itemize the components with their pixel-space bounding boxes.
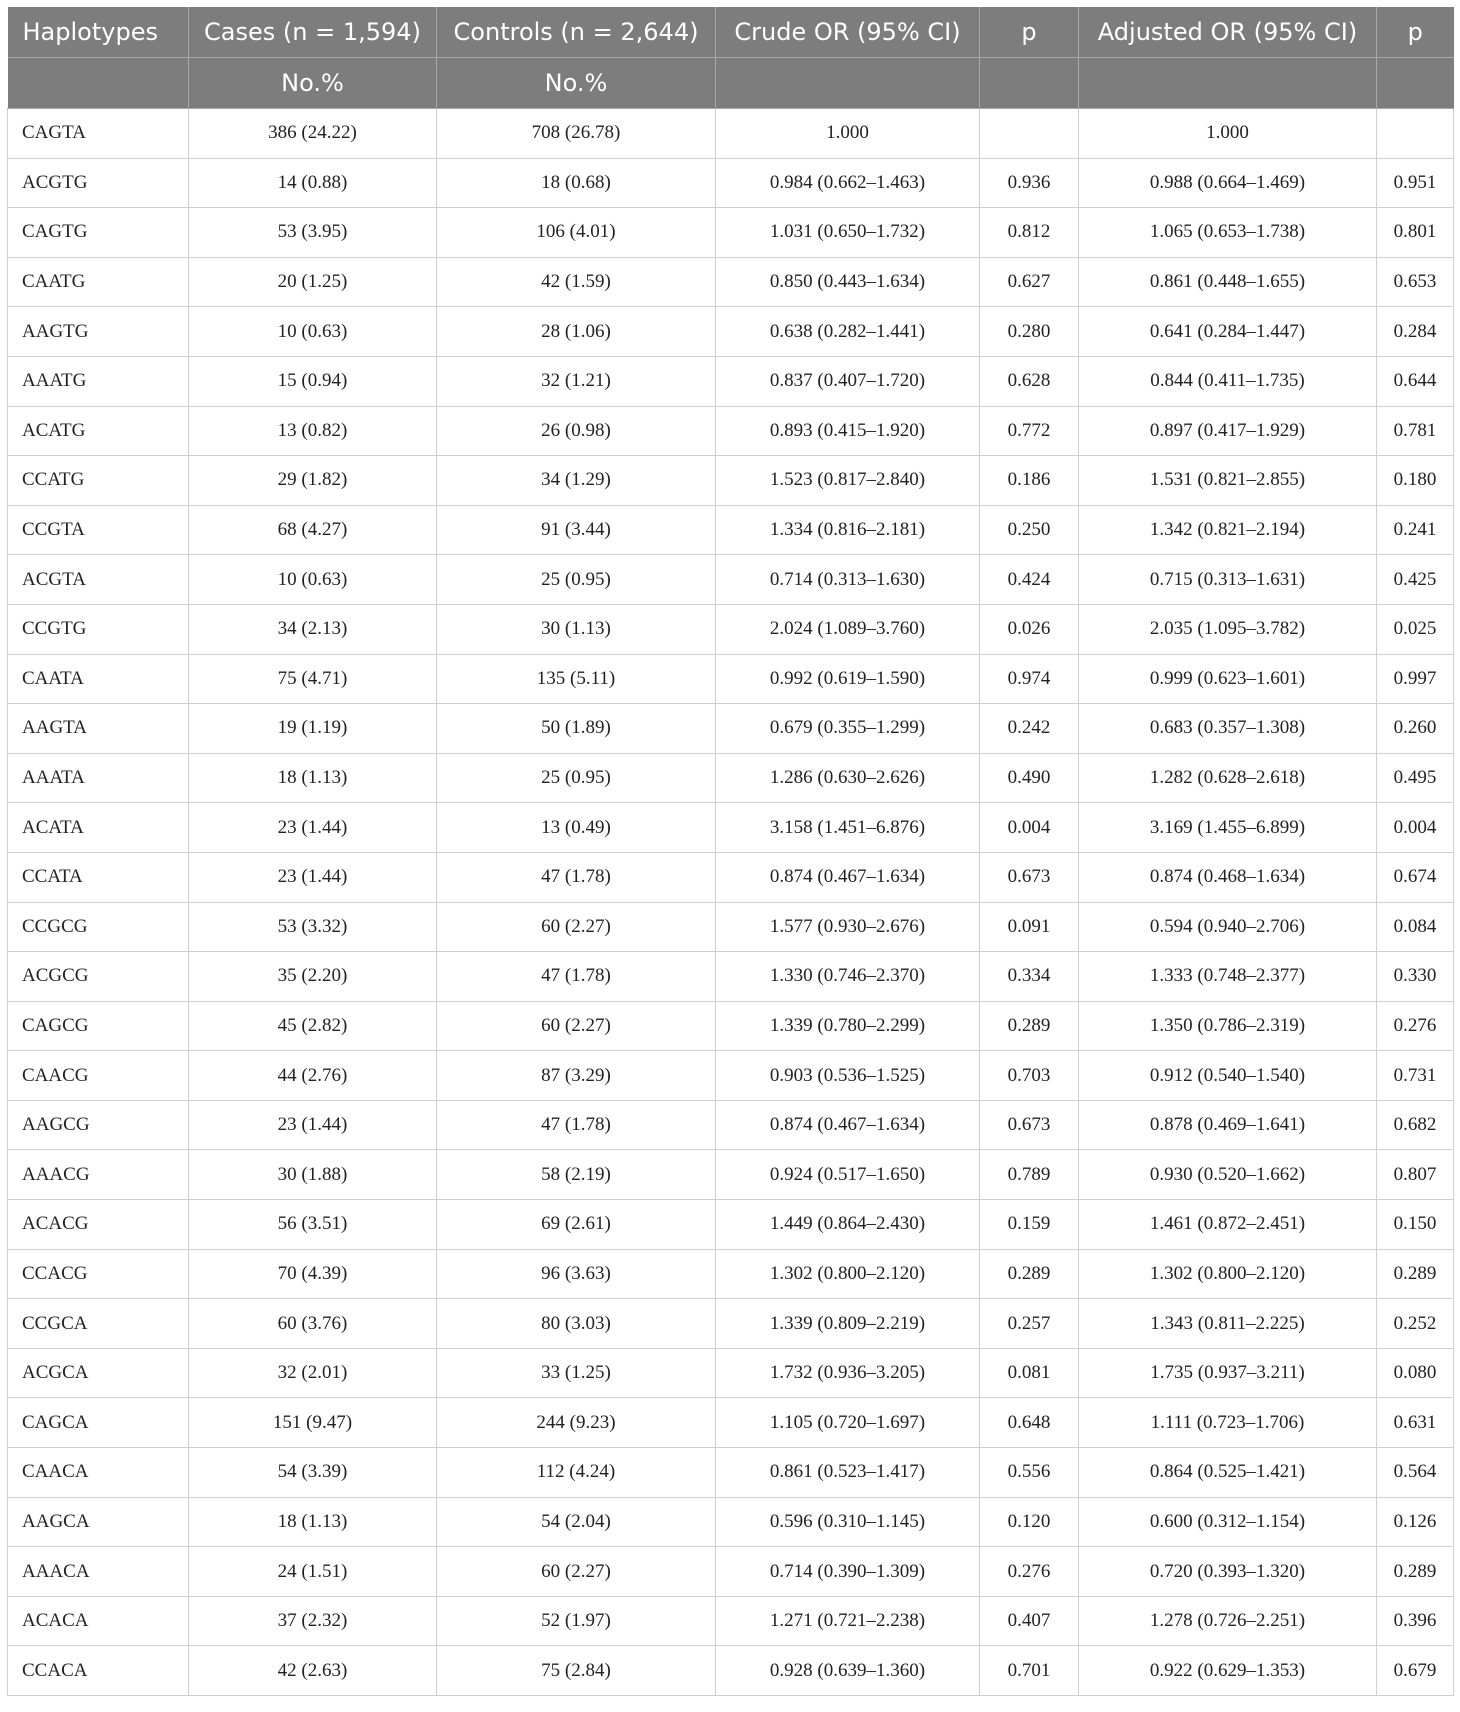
cell-crude-or: 0.714 (0.313–1.630) xyxy=(716,555,980,605)
cell-cases: 34 (2.13) xyxy=(189,604,437,654)
cell-crude-p xyxy=(980,109,1079,159)
cell-adjusted-or: 0.922 (0.629–1.353) xyxy=(1079,1646,1377,1696)
cell-adjusted-p: 0.631 xyxy=(1377,1398,1454,1448)
table-row xyxy=(8,1348,1454,1398)
cell-adjusted-p: 0.276 xyxy=(1377,1001,1454,1051)
cell-crude-or: 1.334 (0.816–2.181) xyxy=(716,505,980,555)
cell-crude-p: 0.120 xyxy=(980,1497,1079,1547)
cell-cases: 75 (4.71) xyxy=(189,654,437,704)
cell-controls: 54 (2.04) xyxy=(437,1497,716,1547)
cell-crude-or: 0.928 (0.639–1.360) xyxy=(716,1646,980,1696)
header-controls: Controls (n = 2,644) xyxy=(437,7,716,58)
table-row xyxy=(8,1001,1454,1051)
cell-crude-p: 0.772 xyxy=(980,406,1079,456)
cell-cases: 23 (1.44) xyxy=(189,1100,437,1150)
subheader-crude-p xyxy=(980,58,1079,109)
cell-cases: 19 (1.19) xyxy=(189,704,437,754)
table-row xyxy=(8,406,1454,456)
cell-haplotype: AAGTA xyxy=(8,704,189,754)
cell-adjusted-p: 0.682 xyxy=(1377,1100,1454,1150)
cell-cases: 37 (2.32) xyxy=(189,1596,437,1646)
cell-cases: 10 (0.63) xyxy=(189,307,437,357)
table-row xyxy=(8,307,1454,357)
cell-crude-or: 1.000 xyxy=(716,109,980,159)
cell-crude-or: 0.714 (0.390–1.309) xyxy=(716,1547,980,1597)
table-row xyxy=(8,1200,1454,1250)
cell-controls: 60 (2.27) xyxy=(437,1547,716,1597)
cell-cases: 56 (3.51) xyxy=(189,1200,437,1250)
cell-cases: 30 (1.88) xyxy=(189,1150,437,1200)
cell-controls: 60 (2.27) xyxy=(437,902,716,952)
cell-controls: 106 (4.01) xyxy=(437,208,716,258)
cell-controls: 58 (2.19) xyxy=(437,1150,716,1200)
cell-adjusted-or: 0.988 (0.664–1.469) xyxy=(1079,158,1377,208)
cell-cases: 10 (0.63) xyxy=(189,555,437,605)
cell-adjusted-or: 0.720 (0.393–1.320) xyxy=(1079,1547,1377,1597)
table-row xyxy=(8,109,1454,159)
cell-controls: 80 (3.03) xyxy=(437,1299,716,1349)
header-row-2 xyxy=(8,58,1454,109)
cell-adjusted-p: 0.241 xyxy=(1377,505,1454,555)
cell-adjusted-or: 1.302 (0.800–2.120) xyxy=(1079,1249,1377,1299)
cell-crude-p: 0.004 xyxy=(980,803,1079,853)
cell-cases: 53 (3.95) xyxy=(189,208,437,258)
cell-haplotype: CAACG xyxy=(8,1051,189,1101)
cell-cases: 45 (2.82) xyxy=(189,1001,437,1051)
cell-adjusted-p: 0.653 xyxy=(1377,257,1454,307)
cell-crude-or: 1.523 (0.817–2.840) xyxy=(716,456,980,506)
header-haplotypes: Haplotypes xyxy=(8,7,189,58)
cell-adjusted-or: 1.278 (0.726–2.251) xyxy=(1079,1596,1377,1646)
cell-adjusted-or: 0.600 (0.312–1.154) xyxy=(1079,1497,1377,1547)
subheader-haplotypes xyxy=(8,58,189,109)
cell-haplotype: ACATG xyxy=(8,406,189,456)
table-row xyxy=(8,1398,1454,1448)
haplotype-table-container xyxy=(7,7,1453,1696)
cell-crude-p: 0.424 xyxy=(980,555,1079,605)
cell-cases: 44 (2.76) xyxy=(189,1051,437,1101)
cell-haplotype: AAGCA xyxy=(8,1497,189,1547)
cell-adjusted-or: 0.844 (0.411–1.735) xyxy=(1079,356,1377,406)
cell-cases: 151 (9.47) xyxy=(189,1398,437,1448)
table-row xyxy=(8,852,1454,902)
header-adjusted-p: p xyxy=(1377,7,1454,58)
cell-haplotype: CAATA xyxy=(8,654,189,704)
cell-adjusted-or: 1.282 (0.628–2.618) xyxy=(1079,753,1377,803)
table-body xyxy=(8,109,1454,1696)
cell-crude-p: 0.789 xyxy=(980,1150,1079,1200)
cell-controls: 91 (3.44) xyxy=(437,505,716,555)
cell-adjusted-or: 0.861 (0.448–1.655) xyxy=(1079,257,1377,307)
cell-controls: 18 (0.68) xyxy=(437,158,716,208)
cell-cases: 70 (4.39) xyxy=(189,1249,437,1299)
cell-adjusted-or: 0.715 (0.313–1.631) xyxy=(1079,555,1377,605)
cell-crude-p: 0.091 xyxy=(980,902,1079,952)
cell-adjusted-or: 3.169 (1.455–6.899) xyxy=(1079,803,1377,853)
cell-adjusted-or: 0.912 (0.540–1.540) xyxy=(1079,1051,1377,1101)
cell-adjusted-p: 0.289 xyxy=(1377,1547,1454,1597)
cell-adjusted-or: 2.035 (1.095–3.782) xyxy=(1079,604,1377,654)
cell-adjusted-or: 0.999 (0.623–1.601) xyxy=(1079,654,1377,704)
cell-adjusted-or: 1.735 (0.937–3.211) xyxy=(1079,1348,1377,1398)
cell-controls: 26 (0.98) xyxy=(437,406,716,456)
cell-haplotype: AAGTG xyxy=(8,307,189,357)
table-row xyxy=(8,1547,1454,1597)
cell-haplotype: CCGCG xyxy=(8,902,189,952)
cell-crude-or: 0.638 (0.282–1.441) xyxy=(716,307,980,357)
cell-crude-p: 0.627 xyxy=(980,257,1079,307)
cell-haplotype: CCACG xyxy=(8,1249,189,1299)
header-adjusted-or: Adjusted OR (95% CI) xyxy=(1079,7,1377,58)
table-header xyxy=(8,7,1454,109)
cell-cases: 14 (0.88) xyxy=(189,158,437,208)
table-row xyxy=(8,604,1454,654)
table-row xyxy=(8,456,1454,506)
table-row xyxy=(8,1299,1454,1349)
cell-haplotype: ACGTG xyxy=(8,158,189,208)
cell-haplotype: ACATA xyxy=(8,803,189,853)
subheader-controls: No.% xyxy=(437,58,716,109)
cell-adjusted-or: 0.874 (0.468–1.634) xyxy=(1079,852,1377,902)
table-row xyxy=(8,356,1454,406)
table-row xyxy=(8,505,1454,555)
cell-crude-p: 0.974 xyxy=(980,654,1079,704)
cell-adjusted-p: 0.180 xyxy=(1377,456,1454,506)
cell-crude-p: 0.186 xyxy=(980,456,1079,506)
cell-cases: 18 (1.13) xyxy=(189,753,437,803)
cell-controls: 87 (3.29) xyxy=(437,1051,716,1101)
cell-adjusted-or: 1.461 (0.872–2.451) xyxy=(1079,1200,1377,1250)
cell-adjusted-p: 0.284 xyxy=(1377,307,1454,357)
cell-crude-or: 1.302 (0.800–2.120) xyxy=(716,1249,980,1299)
cell-crude-or: 0.837 (0.407–1.720) xyxy=(716,356,980,406)
cell-crude-p: 0.556 xyxy=(980,1448,1079,1498)
cell-adjusted-p: 0.425 xyxy=(1377,555,1454,605)
cell-adjusted-p: 0.126 xyxy=(1377,1497,1454,1547)
cell-crude-p: 0.407 xyxy=(980,1596,1079,1646)
cell-controls: 135 (5.11) xyxy=(437,654,716,704)
cell-cases: 23 (1.44) xyxy=(189,803,437,853)
cell-cases: 20 (1.25) xyxy=(189,257,437,307)
cell-adjusted-p: 0.951 xyxy=(1377,158,1454,208)
cell-crude-p: 0.334 xyxy=(980,952,1079,1002)
cell-haplotype: CCATA xyxy=(8,852,189,902)
cell-adjusted-p: 0.025 xyxy=(1377,604,1454,654)
cell-controls: 96 (3.63) xyxy=(437,1249,716,1299)
cell-crude-or: 1.330 (0.746–2.370) xyxy=(716,952,980,1002)
cell-cases: 32 (2.01) xyxy=(189,1348,437,1398)
cell-crude-p: 0.701 xyxy=(980,1646,1079,1696)
cell-crude-p: 0.242 xyxy=(980,704,1079,754)
cell-crude-or: 1.271 (0.721–2.238) xyxy=(716,1596,980,1646)
table-row xyxy=(8,158,1454,208)
cell-haplotype: ACGTA xyxy=(8,555,189,605)
cell-crude-or: 0.903 (0.536–1.525) xyxy=(716,1051,980,1101)
cell-cases: 15 (0.94) xyxy=(189,356,437,406)
cell-adjusted-or: 1.111 (0.723–1.706) xyxy=(1079,1398,1377,1448)
cell-adjusted-p: 0.807 xyxy=(1377,1150,1454,1200)
cell-adjusted-p: 0.396 xyxy=(1377,1596,1454,1646)
subheader-cases: No.% xyxy=(189,58,437,109)
cell-crude-or: 1.031 (0.650–1.732) xyxy=(716,208,980,258)
haplotype-table xyxy=(7,7,1454,1696)
cell-crude-p: 0.703 xyxy=(980,1051,1079,1101)
cell-crude-or: 0.679 (0.355–1.299) xyxy=(716,704,980,754)
cell-adjusted-p: 0.289 xyxy=(1377,1249,1454,1299)
table-row xyxy=(8,753,1454,803)
table-row xyxy=(8,654,1454,704)
cell-haplotype: AAGCG xyxy=(8,1100,189,1150)
header-row-1 xyxy=(8,7,1454,58)
cell-adjusted-p: 0.564 xyxy=(1377,1448,1454,1498)
cell-adjusted-or: 0.930 (0.520–1.662) xyxy=(1079,1150,1377,1200)
cell-cases: 42 (2.63) xyxy=(189,1646,437,1696)
cell-controls: 244 (9.23) xyxy=(437,1398,716,1448)
table-row xyxy=(8,1100,1454,1150)
table-row xyxy=(8,704,1454,754)
header-crude-or: Crude OR (95% CI) xyxy=(716,7,980,58)
cell-crude-p: 0.159 xyxy=(980,1200,1079,1250)
cell-adjusted-p: 0.252 xyxy=(1377,1299,1454,1349)
cell-crude-p: 0.673 xyxy=(980,852,1079,902)
cell-crude-or: 1.286 (0.630–2.626) xyxy=(716,753,980,803)
cell-crude-or: 0.874 (0.467–1.634) xyxy=(716,1100,980,1150)
cell-crude-or: 1.339 (0.780–2.299) xyxy=(716,1001,980,1051)
cell-adjusted-p: 0.330 xyxy=(1377,952,1454,1002)
cell-adjusted-or: 1.342 (0.821–2.194) xyxy=(1079,505,1377,555)
cell-cases: 24 (1.51) xyxy=(189,1547,437,1597)
cell-controls: 52 (1.97) xyxy=(437,1596,716,1646)
cell-adjusted-or: 1.531 (0.821–2.855) xyxy=(1079,456,1377,506)
cell-crude-p: 0.257 xyxy=(980,1299,1079,1349)
table-row xyxy=(8,1150,1454,1200)
cell-crude-p: 0.026 xyxy=(980,604,1079,654)
header-cases: Cases (n = 1,594) xyxy=(189,7,437,58)
cell-controls: 47 (1.78) xyxy=(437,852,716,902)
cell-cases: 386 (24.22) xyxy=(189,109,437,159)
cell-haplotype: CAATG xyxy=(8,257,189,307)
cell-crude-or: 1.449 (0.864–2.430) xyxy=(716,1200,980,1250)
cell-adjusted-p: 0.080 xyxy=(1377,1348,1454,1398)
cell-haplotype: AAATG xyxy=(8,356,189,406)
cell-adjusted-p: 0.731 xyxy=(1377,1051,1454,1101)
cell-controls: 25 (0.95) xyxy=(437,555,716,605)
cell-crude-p: 0.936 xyxy=(980,158,1079,208)
cell-controls: 30 (1.13) xyxy=(437,604,716,654)
table-row xyxy=(8,803,1454,853)
cell-crude-p: 0.812 xyxy=(980,208,1079,258)
cell-haplotype: CAGCA xyxy=(8,1398,189,1448)
cell-adjusted-p: 0.781 xyxy=(1377,406,1454,456)
cell-crude-or: 1.339 (0.809–2.219) xyxy=(716,1299,980,1349)
cell-adjusted-p: 0.674 xyxy=(1377,852,1454,902)
cell-crude-or: 1.577 (0.930–2.676) xyxy=(716,902,980,952)
cell-cases: 23 (1.44) xyxy=(189,852,437,902)
table-row xyxy=(8,1497,1454,1547)
cell-crude-or: 0.850 (0.443–1.634) xyxy=(716,257,980,307)
cell-haplotype: CCACA xyxy=(8,1646,189,1696)
cell-crude-or: 0.874 (0.467–1.634) xyxy=(716,852,980,902)
cell-adjusted-p: 0.260 xyxy=(1377,704,1454,754)
table-row xyxy=(8,1596,1454,1646)
cell-crude-p: 0.280 xyxy=(980,307,1079,357)
subheader-crude-or xyxy=(716,58,980,109)
cell-haplotype: CAGCG xyxy=(8,1001,189,1051)
cell-cases: 60 (3.76) xyxy=(189,1299,437,1349)
table-row xyxy=(8,902,1454,952)
cell-haplotype: ACGCA xyxy=(8,1348,189,1398)
table-row xyxy=(8,1051,1454,1101)
cell-haplotype: AAACG xyxy=(8,1150,189,1200)
cell-controls: 60 (2.27) xyxy=(437,1001,716,1051)
cell-controls: 34 (1.29) xyxy=(437,456,716,506)
cell-haplotype: CCGTG xyxy=(8,604,189,654)
subheader-adjusted-p xyxy=(1377,58,1454,109)
cell-adjusted-p: 0.495 xyxy=(1377,753,1454,803)
cell-haplotype: ACACG xyxy=(8,1200,189,1250)
cell-controls: 47 (1.78) xyxy=(437,1100,716,1150)
cell-crude-or: 0.596 (0.310–1.145) xyxy=(716,1497,980,1547)
cell-adjusted-p: 0.004 xyxy=(1377,803,1454,853)
cell-adjusted-p xyxy=(1377,109,1454,159)
cell-cases: 13 (0.82) xyxy=(189,406,437,456)
cell-adjusted-or: 1.065 (0.653–1.738) xyxy=(1079,208,1377,258)
cell-haplotype: CAGTG xyxy=(8,208,189,258)
cell-haplotype: ACACA xyxy=(8,1596,189,1646)
cell-adjusted-p: 0.150 xyxy=(1377,1200,1454,1250)
cell-adjusted-or: 0.864 (0.525–1.421) xyxy=(1079,1448,1377,1498)
cell-adjusted-or: 1.343 (0.811–2.225) xyxy=(1079,1299,1377,1349)
cell-adjusted-or: 0.594 (0.940–2.706) xyxy=(1079,902,1377,952)
cell-haplotype: AAACA xyxy=(8,1547,189,1597)
table-row xyxy=(8,208,1454,258)
cell-crude-p: 0.289 xyxy=(980,1001,1079,1051)
cell-crude-or: 0.861 (0.523–1.417) xyxy=(716,1448,980,1498)
cell-crude-or: 2.024 (1.089–3.760) xyxy=(716,604,980,654)
cell-cases: 29 (1.82) xyxy=(189,456,437,506)
cell-cases: 68 (4.27) xyxy=(189,505,437,555)
cell-crude-or: 0.893 (0.415–1.920) xyxy=(716,406,980,456)
cell-controls: 69 (2.61) xyxy=(437,1200,716,1250)
cell-crude-or: 3.158 (1.451–6.876) xyxy=(716,803,980,853)
table-row xyxy=(8,952,1454,1002)
cell-adjusted-or: 1.333 (0.748–2.377) xyxy=(1079,952,1377,1002)
cell-crude-p: 0.490 xyxy=(980,753,1079,803)
cell-cases: 18 (1.13) xyxy=(189,1497,437,1547)
cell-haplotype: CAGTA xyxy=(8,109,189,159)
cell-crude-or: 0.992 (0.619–1.590) xyxy=(716,654,980,704)
cell-cases: 35 (2.20) xyxy=(189,952,437,1002)
cell-crude-p: 0.289 xyxy=(980,1249,1079,1299)
cell-haplotype: ACGCG xyxy=(8,952,189,1002)
cell-controls: 50 (1.89) xyxy=(437,704,716,754)
cell-crude-or: 1.105 (0.720–1.697) xyxy=(716,1398,980,1448)
cell-controls: 25 (0.95) xyxy=(437,753,716,803)
cell-controls: 75 (2.84) xyxy=(437,1646,716,1696)
cell-controls: 42 (1.59) xyxy=(437,257,716,307)
cell-cases: 54 (3.39) xyxy=(189,1448,437,1498)
cell-controls: 32 (1.21) xyxy=(437,356,716,406)
cell-crude-or: 0.984 (0.662–1.463) xyxy=(716,158,980,208)
cell-adjusted-p: 0.644 xyxy=(1377,356,1454,406)
cell-haplotype: AAATA xyxy=(8,753,189,803)
table-row xyxy=(8,1249,1454,1299)
cell-adjusted-p: 0.801 xyxy=(1377,208,1454,258)
cell-controls: 33 (1.25) xyxy=(437,1348,716,1398)
cell-adjusted-or: 0.641 (0.284–1.447) xyxy=(1079,307,1377,357)
cell-adjusted-p: 0.084 xyxy=(1377,902,1454,952)
cell-adjusted-p: 0.997 xyxy=(1377,654,1454,704)
cell-crude-p: 0.276 xyxy=(980,1547,1079,1597)
cell-controls: 13 (0.49) xyxy=(437,803,716,853)
cell-crude-or: 1.732 (0.936–3.205) xyxy=(716,1348,980,1398)
cell-crude-or: 0.924 (0.517–1.650) xyxy=(716,1150,980,1200)
cell-haplotype: CCGTA xyxy=(8,505,189,555)
subheader-adjusted-or xyxy=(1079,58,1377,109)
header-crude-p: p xyxy=(980,7,1079,58)
table-row xyxy=(8,1646,1454,1696)
cell-controls: 708 (26.78) xyxy=(437,109,716,159)
table-row xyxy=(8,1448,1454,1498)
cell-controls: 28 (1.06) xyxy=(437,307,716,357)
cell-adjusted-or: 0.878 (0.469–1.641) xyxy=(1079,1100,1377,1150)
cell-haplotype: CAACA xyxy=(8,1448,189,1498)
cell-adjusted-or: 1.000 xyxy=(1079,109,1377,159)
table-row xyxy=(8,555,1454,605)
cell-adjusted-or: 0.897 (0.417–1.929) xyxy=(1079,406,1377,456)
cell-controls: 112 (4.24) xyxy=(437,1448,716,1498)
cell-controls: 47 (1.78) xyxy=(437,952,716,1002)
cell-crude-p: 0.250 xyxy=(980,505,1079,555)
table-row xyxy=(8,257,1454,307)
cell-crude-p: 0.081 xyxy=(980,1348,1079,1398)
cell-haplotype: CCGCA xyxy=(8,1299,189,1349)
cell-adjusted-or: 1.350 (0.786–2.319) xyxy=(1079,1001,1377,1051)
cell-crude-p: 0.648 xyxy=(980,1398,1079,1448)
cell-cases: 53 (3.32) xyxy=(189,902,437,952)
cell-adjusted-or: 0.683 (0.357–1.308) xyxy=(1079,704,1377,754)
cell-crude-p: 0.628 xyxy=(980,356,1079,406)
cell-haplotype: CCATG xyxy=(8,456,189,506)
cell-adjusted-p: 0.679 xyxy=(1377,1646,1454,1696)
cell-crude-p: 0.673 xyxy=(980,1100,1079,1150)
